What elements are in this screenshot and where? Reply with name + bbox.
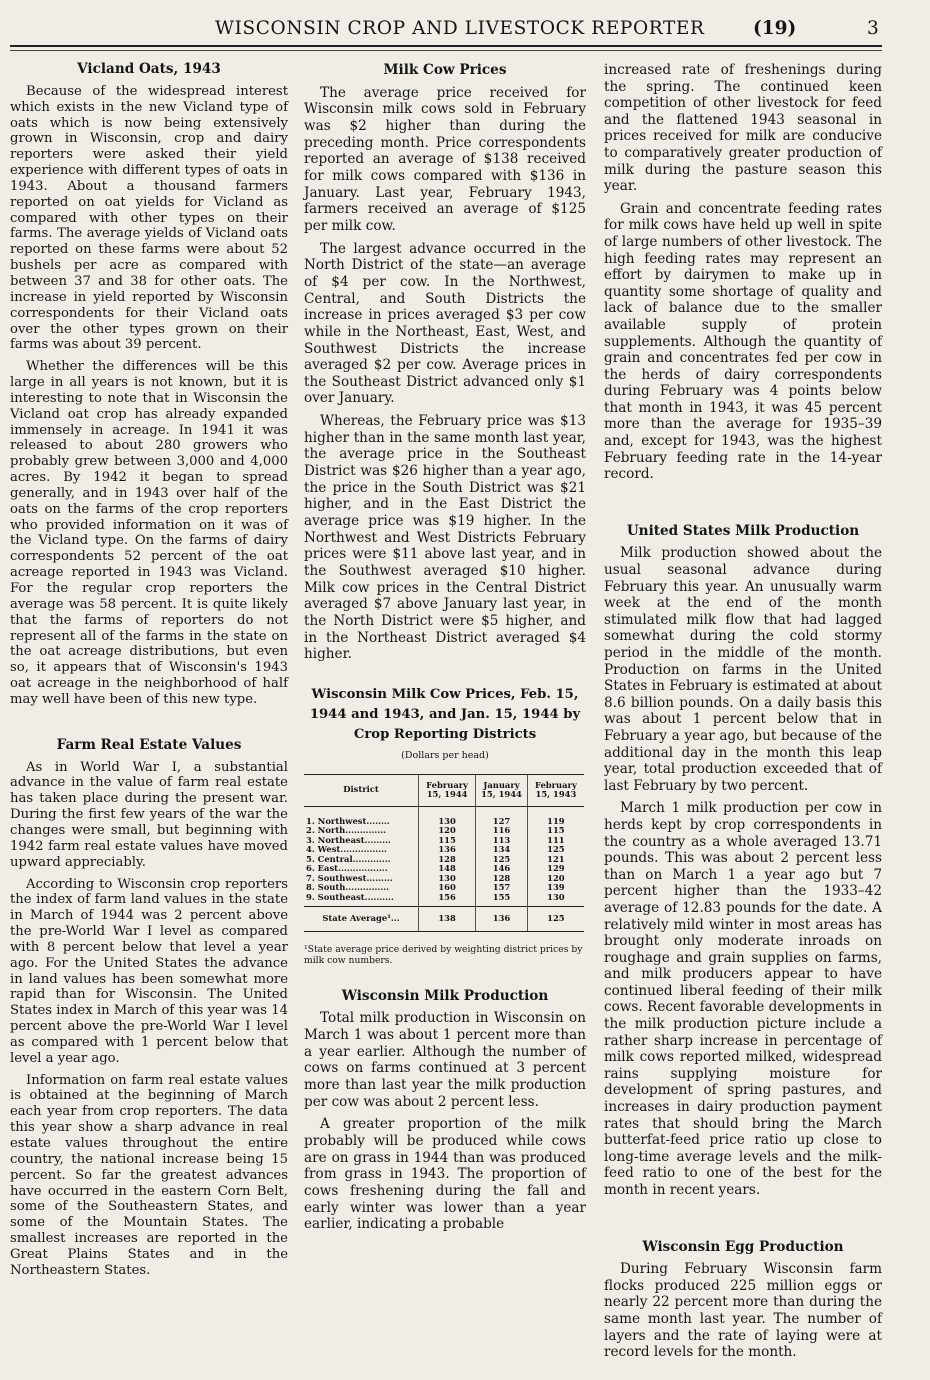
table-row	[304, 806, 584, 826]
paragraph: Grain and concentrate feeding rates for milk cows have held up well in spite of large numbers of other livestock. The high feeding rates may represent an effort by dairymen to make up in quantity some shortage of quality and lack of balance due to the smaller available supply of protein supplements. Although the quantity of grain and concentrates fed per cow in the herds of dairy correspondents during February was 4 points below that month in 1943, it was 45 percent more than the average for 1935–39 and, except for 1943, was the highest February feeding rate in the 14-year record.	[604, 200, 882, 483]
cell-feb-1943: 125	[527, 845, 584, 855]
cell-jan-1944: 116	[476, 826, 528, 836]
paragraph: According to Wisconsin crop reporters the index of farm land values in the state in March of 1944 was 2 percent above the pre-World War I level as compared with 8 percent below that level a year ago. For the United States the advance in land values has been somewhat more rapid than for Wisconsin. The United States index in March of this year was 14 percent above the pre-World War I level as compared with 1 percent below that level a year ago.	[10, 876, 288, 1066]
heading-wisconsin-egg-production: Wisconsin Egg Production	[642, 1238, 844, 1255]
cell-feb-1944: 156	[419, 893, 476, 907]
cell-feb-1944: 130	[419, 874, 476, 884]
col-header-feb-1943: February 15, 1943	[527, 774, 584, 806]
cell-feb-1943: 125	[527, 907, 584, 932]
paragraph: March 1 milk production per cow in herds kept by crop correspondents in the country as a whole averaged 13.71 pounds. This was about 2 percent less than on March 1 a year ago but 7 percent higher than the 1933–42 average of 12.83 pounds for the date. A relatively mild winter in most areas has brought only moderate inroads on roughage and grain supplies on farms, and milk producers appear to have continued liberal feeding of their milk cows. Recent favorable developments in the milk production picture include a rather sharp increase in percentage of milk cows reported milked, widespread rains supplying moisture for development of spring pastures, and increases in dairy production payment rates that should bring the March butterfat-feed price ratio up close to long-time average levels and the milk-feed ratio to one of the best for the month in recent years.	[604, 800, 882, 1198]
cell-jan-1944: 146	[476, 864, 528, 874]
cell-district: 5. Central.............	[306, 853, 391, 864]
paragraph: As in World War I, a substantial advance in the value of farm real estate has taken place during the present war. During the first few years of the war the changes were small, but beginning with 1942 farm real estate values have moved upward appreciably.	[10, 759, 288, 870]
cell-feb-1944: 136	[419, 845, 476, 855]
section-gap	[10, 714, 288, 738]
table-row-state-average	[304, 907, 584, 932]
table-title: Wisconsin Milk Cow Prices, Feb. 15, 1944 and 1943, and Jan. 15, 1944 by Crop Reporting Districts	[309, 686, 581, 742]
paragraph: Information on farm real estate values is obtained at the beginning of March each year from crop reporters. The data this year show a sharp advance in real estate values throughout the entire country, the national increase being 15 percent. So far the greatest advances have occurred in the eastern Corn Belt, some of the Southeastern States, and some of the Mountain States. The smallest increases are reported in the Great Plains States and in the Northeastern States.	[10, 1072, 288, 1278]
paragraph: Milk production showed about the usual seasonal advance during February this year. An unusually warm week at the end of the month stimulated milk flow that had lagged somewhat during the cold stormy period in the middle of the month. Production on farms in the United States in February is estimated at about 8.6 billion pounds. On a daily basis this was about 1 percent below that in February a year ago, but because of the additional day in the month this leap year, total production exceeded that of last February by two percent.	[604, 545, 882, 794]
header-rule	[10, 45, 882, 47]
paragraph: Whether the differences will be this large in all years is not known, but it is interesting to note that in Wisconsin the Vicland oat crop has already expanded immensely in acreage. In 1941 it was released to about 280 growers who probably grew between 3,000 and 4,000 acres. By 1942 it began to spread generally, and in 1943 over half of the oats on the farms of the crop reporters who provided information on it was of the Vicland type. On the farms of dairy correspondents 52 percent of the oat acreage reported in 1943 was Vicland. For the regular crop reporters the average was 58 percent. It is quite likely that the farms of reporters do not represent all of the farms in the state on the oat acreage distributions, but even so, it appears that of Wisconsin's 1943 oat acreage in the neighborhood of half may well have been of this new type.	[10, 359, 288, 707]
publication-title: WISCONSIN CROP AND LIVESTOCK REPORTER	[215, 18, 705, 39]
cell-feb-1943: 119	[527, 806, 584, 826]
section-gap	[604, 489, 882, 523]
cell-jan-1944: 134	[476, 845, 528, 855]
cell-district: 1. Northwest........	[306, 815, 390, 826]
cell-district: 4. West................	[306, 844, 387, 855]
cell-jan-1944: 125	[476, 855, 528, 865]
table-footnote: ¹State average price derived by weighting district prices by milk cow numbers.	[304, 943, 583, 966]
col-header-district: District	[304, 774, 419, 806]
cell-feb-1943: 129	[527, 864, 584, 874]
paragraph: Whereas, the February price was $13 higher than in the same month last year, the average price in the Southeast District was $26 higher than a year ago, the price in the South District was $21 higher, and in the East District the average price was $19 higher. In the Northwest and West Districts February prices were $11 above last year, and in the Southwest averaged $10 higher. Milk cow prices in the Central District averaged $7 above January last year, in the North District were $5 higher, and in the Northeast District averaged $4 higher.	[304, 413, 586, 663]
table-header-row	[304, 774, 584, 806]
table-row	[304, 893, 584, 907]
cell-feb-1943: 139	[527, 883, 584, 893]
cell-jan-1944: 136	[476, 907, 528, 932]
column-middle	[304, 62, 586, 1239]
cell-feb-1943: 121	[527, 855, 584, 865]
cell-feb-1944: 138	[419, 907, 476, 932]
cell-jan-1944: 155	[476, 893, 528, 907]
cell-feb-1943: 130	[527, 893, 584, 907]
cell-district: State Average¹...	[304, 907, 419, 932]
cell-feb-1944: 160	[419, 883, 476, 893]
section-gap	[604, 1205, 882, 1239]
issue-number: (19)	[753, 18, 797, 39]
paragraph: A greater proportion of the milk probably will be produced while cows are on grass in 1944 than was produced from grass in 1943. The proportion of cows freshening during the fall and early winter was lower than a year earlier, indicating a probable	[304, 1116, 586, 1233]
cell-jan-1944: 113	[476, 836, 528, 846]
paragraph: Total milk production in Wisconsin on March 1 was about 1 percent more than a year earlier. Although the number of cows on farms continued at 3 percent more than last year the milk production per cow was about 2 percent less.	[304, 1010, 586, 1110]
heading-farm-real-estate: Farm Real Estate Values	[56, 736, 242, 753]
heading-us-milk-production: United States Milk Production	[626, 522, 860, 539]
table-unit: (Dollars per head)	[401, 749, 489, 761]
page-number: 3	[867, 18, 879, 39]
cell-jan-1944: 128	[476, 874, 528, 884]
heading-vicland-oats: Vicland Oats, 1943	[77, 61, 221, 77]
cell-feb-1944: 148	[419, 864, 476, 874]
cell-feb-1944: 128	[419, 855, 476, 865]
column-left	[10, 62, 288, 1285]
milk-cow-price-table	[304, 774, 584, 932]
header-rule-thin	[10, 50, 882, 51]
column-right	[604, 62, 882, 1367]
cell-feb-1944: 130	[419, 806, 476, 826]
cell-district: 6. East.................	[306, 863, 388, 874]
cell-jan-1944: 127	[476, 806, 528, 826]
paragraph-continued: increased rate of freshenings during the spring. The continued keen competition of other livestock for feed and the flattened 1943 seasonal in prices received for milk are conducive to comparatively greater production of milk during the pasture season this year.	[604, 62, 882, 195]
cell-district: 9. Southeast..........	[306, 891, 394, 902]
cell-feb-1943: 115	[527, 826, 584, 836]
cell-feb-1944: 115	[419, 836, 476, 846]
paragraph: Because of the widespread interest which exists in the new Vicland type of oats which is now being extensively grown in Wisconsin, crop and dairy reporters were asked their yield experience with different types of oats in 1943. About a thousand farmers reported on oat yields for Vicland as compared with other types on their farms. The average yields of Vicland oats reported on these farms were about 52 bushels per acre as compared with between 37 and 38 for other oats. The increase in yield reported by Wisconsin correspondents for their Vicland oats over the other types grown on their farms was about 39 percent.	[10, 83, 288, 353]
cell-district: 3. Northeast.........	[306, 834, 391, 845]
heading-milk-cow-prices: Milk Cow Prices	[383, 62, 507, 78]
cell-feb-1944: 120	[419, 826, 476, 836]
cell-jan-1944: 157	[476, 883, 528, 893]
col-header-jan-1944: January 15, 1944	[476, 774, 528, 806]
cell-district: 8. South...............	[306, 882, 390, 893]
cell-district: 7. Southwest.........	[306, 872, 393, 883]
paragraph: The largest advance occurred in the North District of the state—an average of $4 per cow. In the Northwest, Central, and South Districts the increase in prices averaged $3 per cow while in the Northeast, East, West, and Southwest Districts the increase averaged $2 per cow. Average prices in the Southeast District advanced only $1 over January.	[304, 240, 586, 407]
paragraph: During February Wisconsin farm flocks produced 225 million eggs or nearly 22 percent more than during the same month last year. The number of layers and the rate of laying were at record levels for the month.	[604, 1261, 882, 1361]
cell-feb-1943: 120	[527, 874, 584, 884]
cell-feb-1943: 111	[527, 836, 584, 846]
col-header-feb-1944: February 15, 1944	[419, 774, 476, 806]
section-gap	[304, 966, 586, 988]
cell-district: 2. North..............	[306, 825, 387, 836]
paragraph: The average price received for Wisconsin milk cows sold in February was $2 higher than during the preceding month. Price correspondents reported an average of $138 received for milk cows compared with $136 in January. Last year, February 1943, farmers received an average of $125 per milk cow.	[304, 84, 586, 234]
heading-wisconsin-milk-production: Wisconsin Milk Production	[341, 987, 549, 1004]
